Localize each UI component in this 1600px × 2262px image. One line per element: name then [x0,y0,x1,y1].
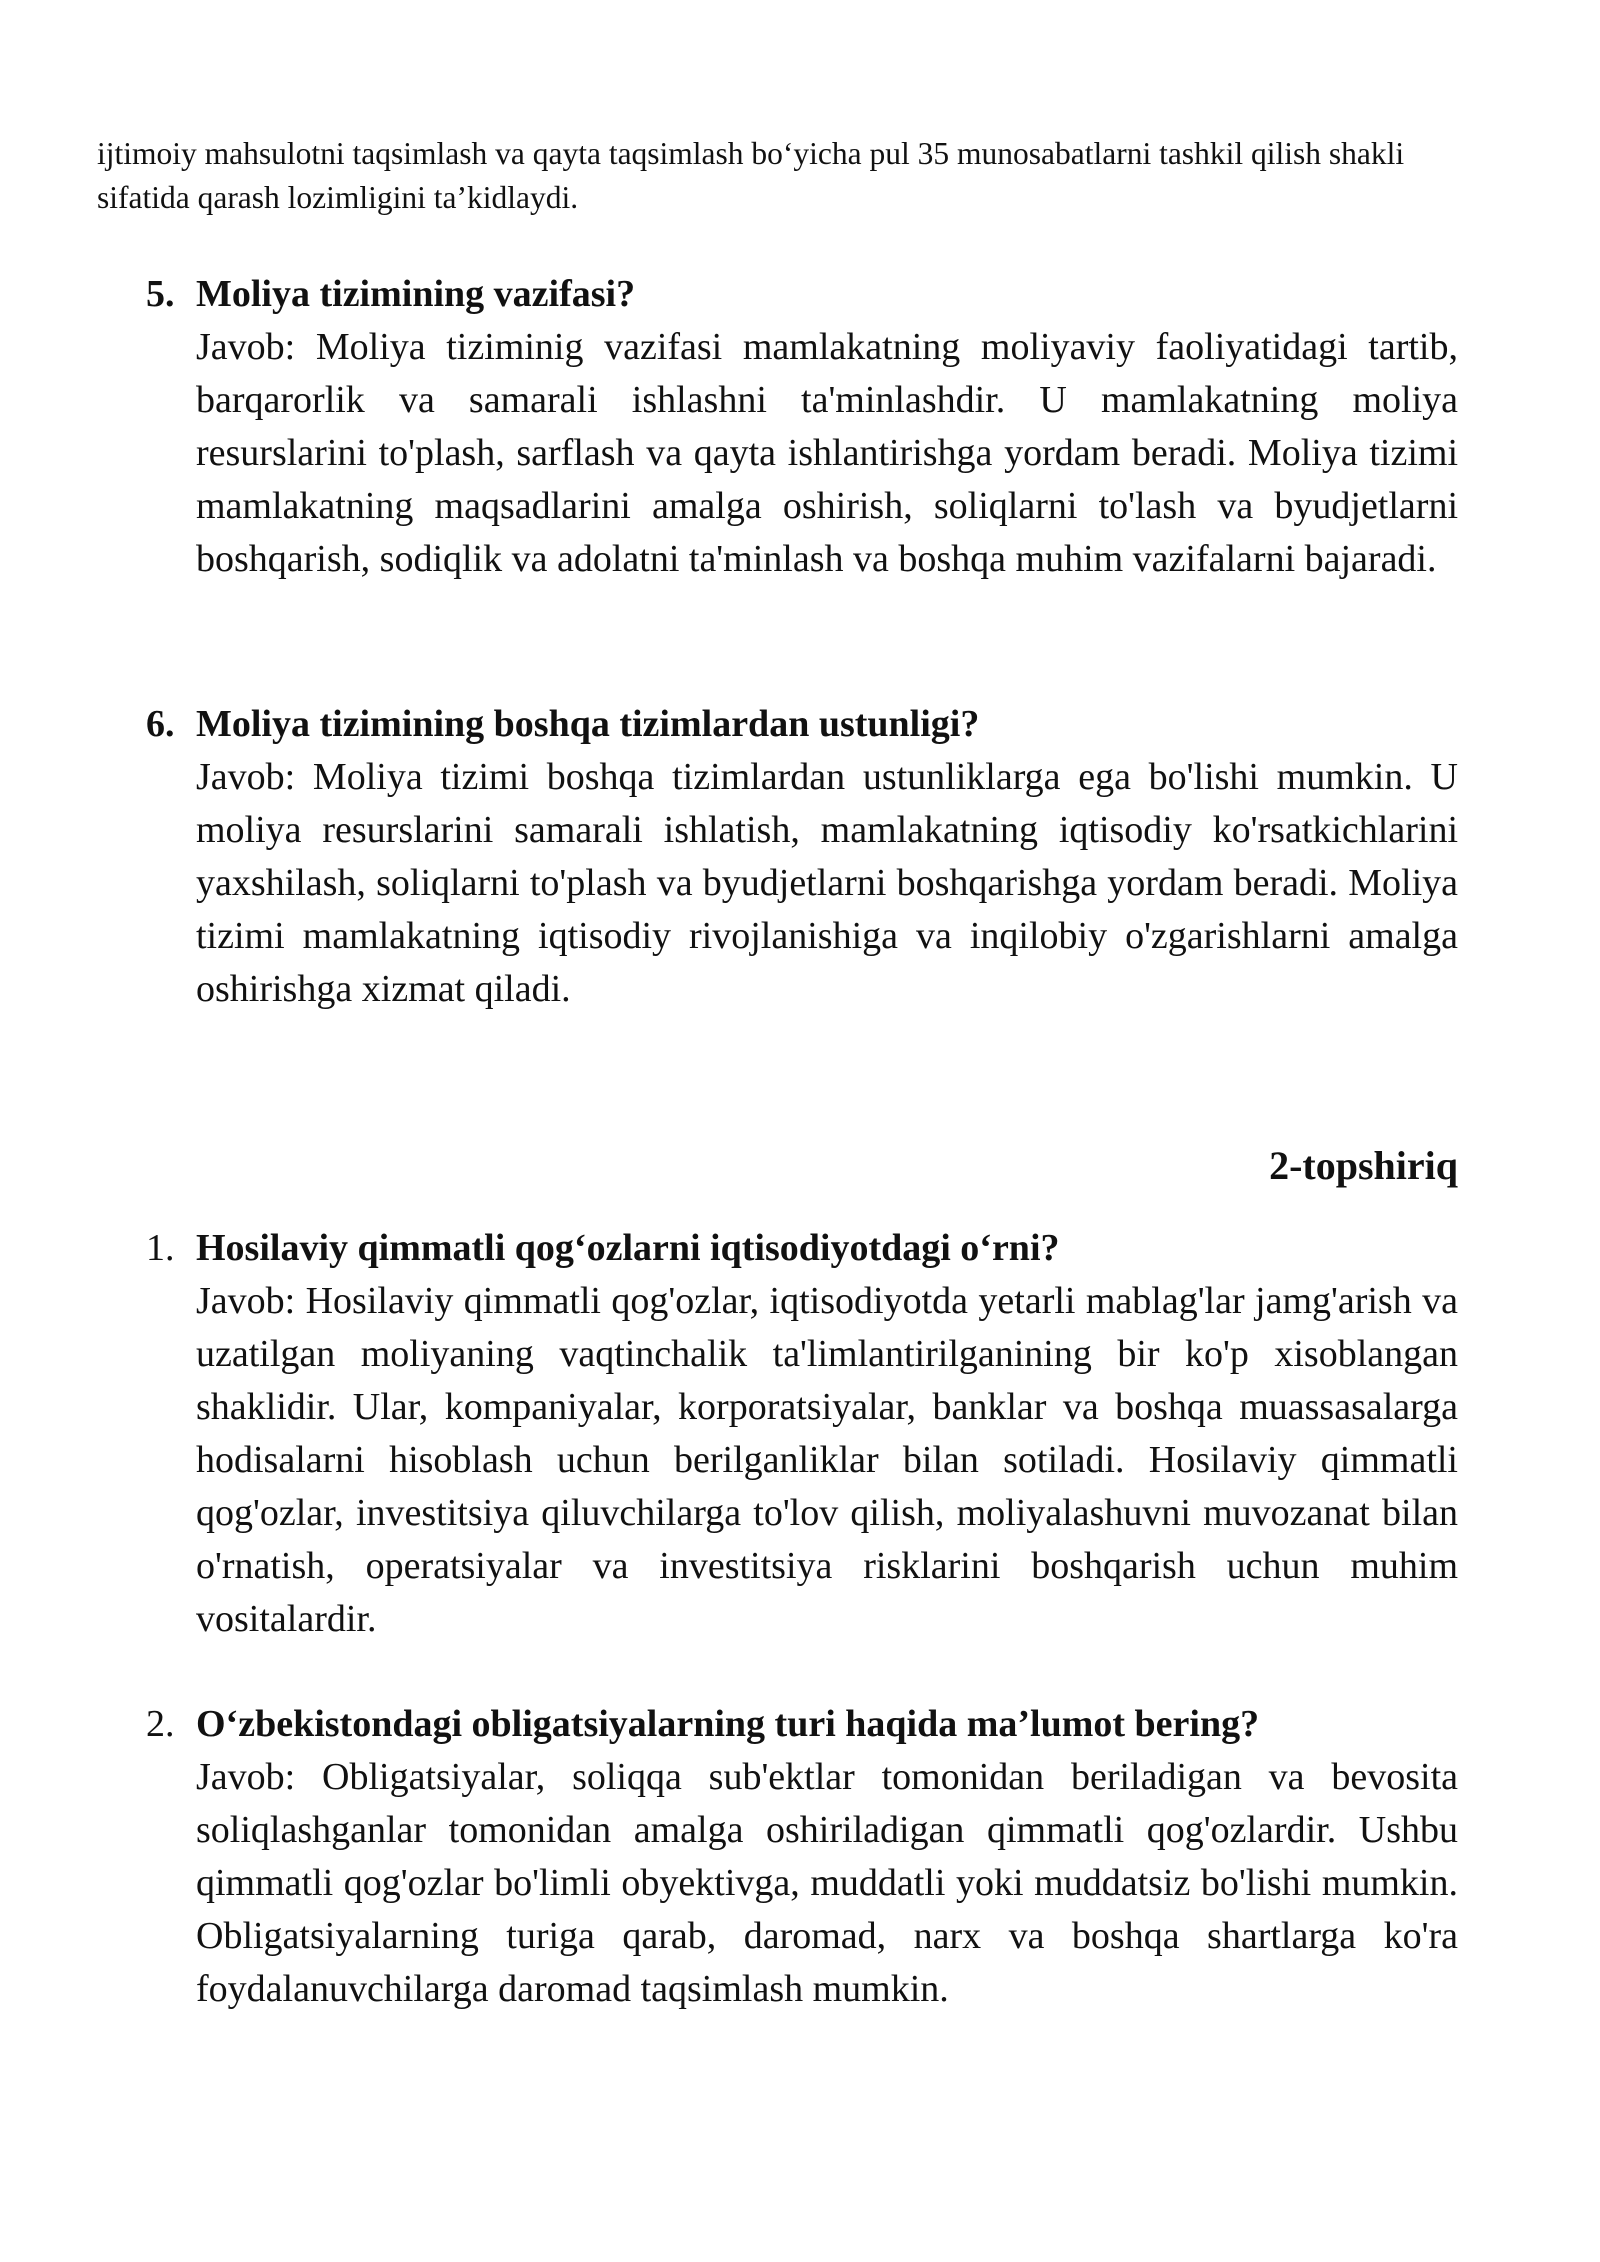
question-number: 2. [146,1703,175,1745]
question-block-2-1 [146,1222,1458,1646]
answer-text: Javob: Moliya tiziminig vazifasi mamlakatning moliyaviy faoliyatidagi tartib, barqarorlik va samarali ishlashni ta'minlashdir. U mamlakatning moliya resurslarini to'plash, sarflash va qayta ishlantirishga yordam beradi. Moliya tizimi mamlakatning maqsadlarini amalga oshirish, soliqlarni to'lash va byudjetlarni boshqarish, sodiqlik va adolatni ta'minlash va boshqa muhim vazifalarni bajaradi. [196,326,1458,580]
question-number: 5. [146,273,175,315]
question-title: Moliya tizimining boshqa tizimlardan ustunligi? [196,703,980,745]
section-heading: 2-topshiriq [1269,1143,1458,1188]
answer-text: Javob: Hosilaviy qimmatli qog'ozlar, iqtisodiyotda yetarli mablag'lar jamg'arish va uzatilgan moliyaning vaqtinchalik ta'limlantirilganining bir ko'p xisoblangan shaklidir. Ular, kompaniyalar, korporatsiyalar, banklar va boshqa muassasalarga hodisalarni hisoblash uchun berilganliklar bilan sotiladi. Hosilaviy qimmatli qog'ozlar, investitsiya qiluvchilarga to'lov qilish, moliyalashuvni muvozanat bilan o'rnatish, operatsiyalar va investitsiya risklarini boshqarish uchun muhim vositalardir. [196,1280,1458,1640]
question-block-6 [146,698,1458,1016]
question-title: O‘zbekistondagi obligatsiyalarning turi haqida ma’lumot bering? [196,1703,1260,1745]
question-block-2-2 [146,1698,1458,2016]
question-title: Moliya tizimining vazifasi? [196,273,636,315]
question-block-5 [146,268,1458,586]
answer-text: Javob: Obligatsiyalar, soliqqa sub'ektlar tomonidan beriladigan va bevosita soliqlashganlar tomonidan amalga oshiriladigan qimmatli qog'ozlardir. Ushbu qimmatli qog'ozlar bo'limli obyektivga, muddatli yoki muddatsiz bo'lishi mumkin. Obligatsiyalarning turiga qarab, daromad, narx va boshqa shartlarga ko'ra foydalanuvchilarga daromad taqsimlash mumkin. [196,1756,1458,2010]
question-number: 6. [146,703,175,745]
question-number: 1. [146,1227,175,1269]
question-title: Hosilaviy qimmatli qog‘ozlarni iqtisodiyotdagi o‘rni? [196,1227,1060,1269]
intro-paragraph: ijtimoiy mahsulotni taqsimlash va qayta taqsimlash bo‘yicha pul 35 munosabatlarni tashkil qilish shakli sifatida qarash lozimligini ta’kidlaydi. [97,136,1405,215]
answer-text: Javob: Moliya tizimi boshqa tizimlardan ustunliklarga ega bo'lishi mumkin. U moliya resurslarini samarali ishlatish, mamlakatning iqtisodiy ko'rsatkichlarini yaxshilash, soliqlarni to'plash va byudjetlarni boshqarishga yordam beradi. Moliya tizimi mamlakatning iqtisodiy rivojlanishiga va inqilobiy o'zgarishlarni amalga oshirishga xizmat qiladi. [196,756,1458,1010]
